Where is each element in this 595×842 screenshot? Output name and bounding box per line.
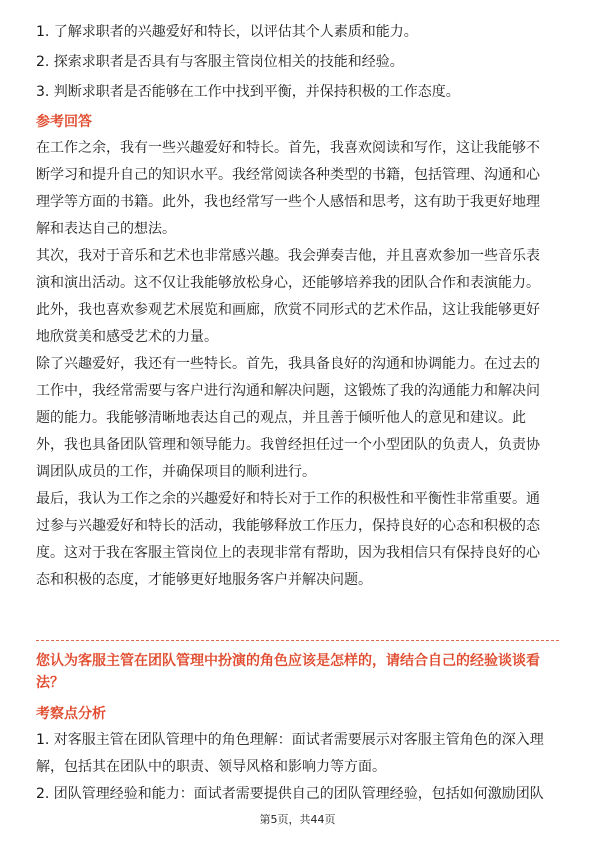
page-number-footer: 第5页，共44页 xyxy=(259,813,336,826)
answer-line: 最后，我认为工作之余的兴趣爱好和特长对于工作的积极性和平衡性非常重要。通 xyxy=(36,491,540,507)
answer-paragraph-3 xyxy=(36,352,562,484)
purpose-list xyxy=(36,20,562,104)
answer-line: 演和演出活动。这不仅让我能够放松身心，还能够培养我的团队合作和表演能力。 xyxy=(36,275,540,291)
purpose-item-3: 3. 判断求职者是否能够在工作中找到平衡，并保持积极的工作态度。 xyxy=(36,84,460,100)
answer-line: 工作中，我经常需要与客户进行沟通和解决问题，这锻炼了我的沟通能力和解决问 xyxy=(36,383,540,399)
purpose-item-2: 2. 探索求职者是否具有与客服主管岗位相关的技能和经验。 xyxy=(36,54,404,70)
question-line-1: 您认为客服主管在团队管理中扮演的角色应该是怎样的，请结合自己的经验谈谈看 xyxy=(36,653,540,669)
answer-line: 外，我也具备团队管理和领导能力。我曾经担任过一个小型团队的负责人，负责协 xyxy=(36,437,540,453)
answer-line: 度。这对于我在客服主管岗位上的表现非常有帮助，因为我相信只有保持良好的心 xyxy=(36,545,540,561)
answer-paragraph-1 xyxy=(36,136,562,241)
answer-line: 调团队成员的工作，并确保项目的顺利进行。 xyxy=(36,464,316,480)
answer-paragraph-4 xyxy=(36,487,562,592)
answer-line: 理学等方面的书籍。此外，我也经常写一些个人感悟和思考，这有助于我更好地理 xyxy=(36,194,540,210)
answer-line: 地欣赏美和感受艺术的力量。 xyxy=(36,329,218,345)
analysis-heading: 考察点分析 xyxy=(36,706,106,722)
answer-line: 题的能力。我能够清晰地表达自己的观点，并且善于倾听他人的意见和建议。此 xyxy=(36,410,526,426)
answer-line: 态和积极的态度，才能够更好地服务客户并解决问题。 xyxy=(36,572,372,588)
answer-line: 此外，我也喜欢参观艺术展览和画廊，欣赏不同形式的艺术作品，这让我能够更好 xyxy=(36,302,540,318)
analysis-line: 1. 对客服主管在团队管理中的角色理解：面试者需要展示对客服主管角色的深入理 xyxy=(36,732,544,748)
question-section xyxy=(36,650,562,806)
question-line-2: 法？ xyxy=(36,675,64,691)
analysis-line: 解，包括其在团队中的职责、领导风格和影响力等方面。 xyxy=(36,759,386,775)
page-content xyxy=(36,22,562,592)
section-divider xyxy=(36,640,559,641)
analysis-item-2 xyxy=(36,782,562,806)
answer-line: 在工作之余，我有一些兴趣爱好和特长。首先，我喜欢阅读和写作，这让我能够不 xyxy=(36,140,540,156)
analysis-item-1 xyxy=(36,728,562,779)
answer-line: 断学习和提升自己的知识水平。我经常阅读各种类型的书籍，包括管理、沟通和心 xyxy=(36,167,540,183)
answer-line: 除了兴趣爱好，我还有一些特长。首先，我具备良好的沟通和协调能力。在过去的 xyxy=(36,356,540,372)
answer-paragraph-2 xyxy=(36,244,562,349)
analysis-line: 2. 团队管理经验和能力：面试者需要提供自己的团队管理经验，包括如何激励团队 xyxy=(36,786,544,802)
answer-line: 过参与兴趣爱好和特长的活动，我能够释放工作压力，保持良好的心态和积极的态 xyxy=(36,518,540,534)
answer-line: 其次，我对于音乐和艺术也非常感兴趣。我会弹奏吉他，并且喜欢参加一些音乐表 xyxy=(36,248,540,264)
answer-line: 解和表达自己的想法。 xyxy=(36,221,176,237)
answer-heading: 参考回答 xyxy=(36,114,92,130)
purpose-item-1: 1. 了解求职者的兴趣爱好和特长，以评估其个人素质和能力。 xyxy=(36,24,418,40)
